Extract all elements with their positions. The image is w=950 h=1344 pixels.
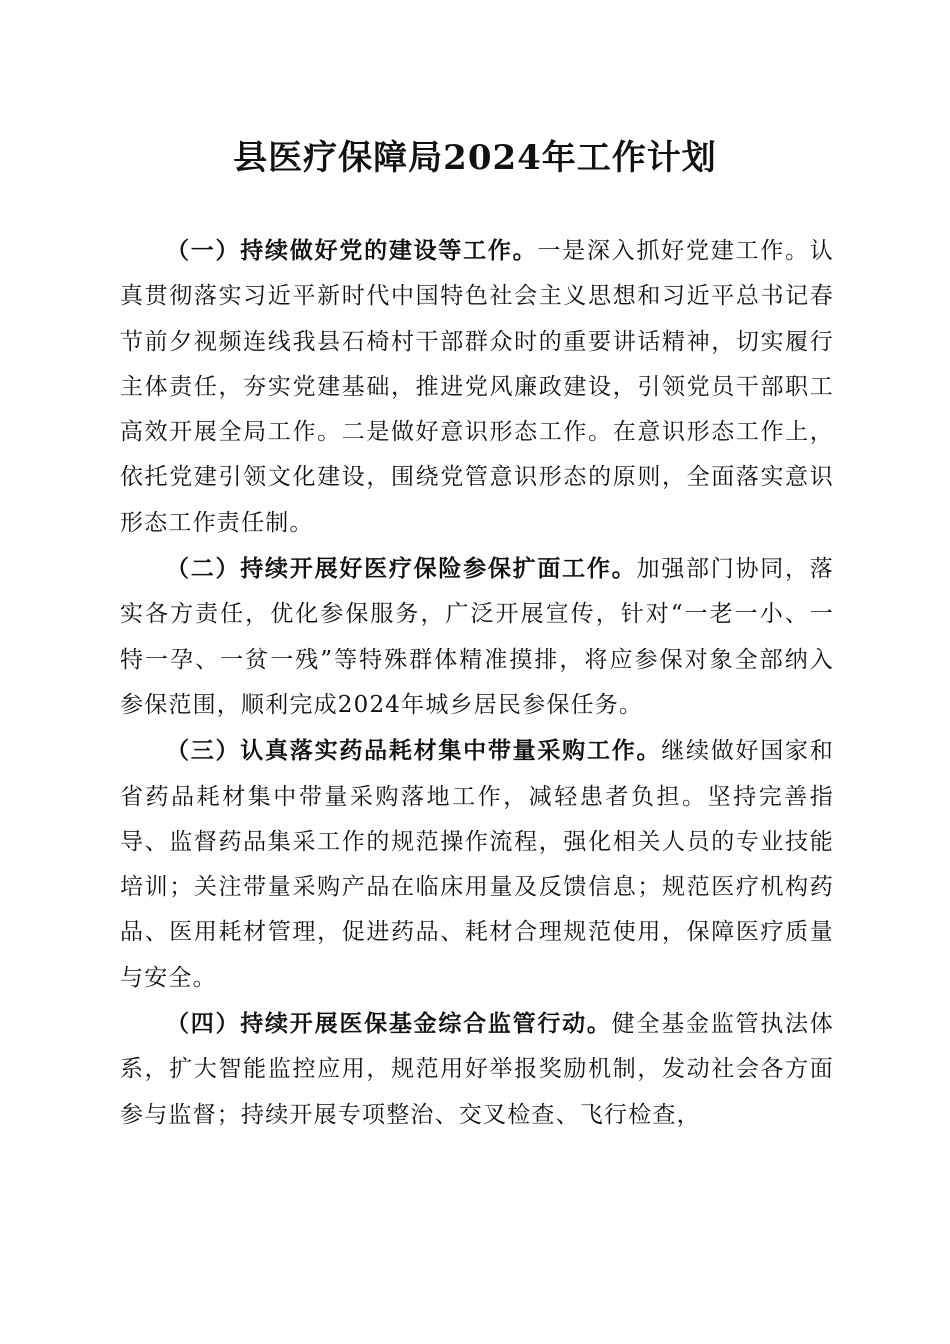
paragraph-3	[120, 728, 834, 1001]
paragraph-1-body: 一是深入抓好党建工作。认真贯彻落实习近平新时代中国特色社会主义思想和习近平总书记春节前夕视频连线我县石椅村干部群众时的重要讲话精神，切实履行主体责任，夯实党建基础，推进党风廉政建设，引领党员干部职工高效开展全局工作。二是做好意识形态工作。在意识形态工作上，依托党建引领文化建设，围绕党管意识形态的原则，全面落实意识形态工作责任制。	[120, 238, 834, 536]
paragraph-1-heading: （一）持续做好党的建设等工作。	[166, 237, 538, 264]
paragraph-3-body: 继续做好国家和省药品耗材集中带量采购落地工作，减轻患者负担。坚持完善指导、监督药品集采工作的规范操作流程，强化相关人员的专业技能培训；关注带量采购产品在临床用量及反馈信息；规范医疗机构药品、医用耗材管理，促进药品、耗材合理规范使用，保障医疗质量与安全。	[120, 738, 835, 991]
paragraph-4-body: 健全基金监管执法体系，扩大智能监控应用，规范用好举报奖励机制，发动社会各方面参与监督；持续开展专项整治、交叉检查、飞行检查，	[120, 1011, 834, 1128]
paragraph-2	[120, 546, 834, 728]
document-body	[120, 228, 834, 1138]
paragraph-4-heading: （四）持续开展医保基金综合监管行动。	[166, 1010, 612, 1038]
paragraph-2-heading: （二）持续开展好医疗保险参保扩面工作。	[166, 555, 637, 583]
paragraph-3-heading: （三）认真落实药品耗材集中带量采购工作。	[166, 737, 662, 765]
document-title: 县医疗保障局2024年工作计划	[233, 138, 717, 178]
paragraph-2-body: 加强部门协同，落实各方责任，优化参保服务，广泛开展宣传，针对“一老一小、一特一孕、一贫一残”等特殊群体精准摸排，将应参保对象全部纳入参保范围，顺利完成2024年城乡居民参保任务。	[120, 556, 834, 718]
paragraph-4	[120, 1001, 834, 1138]
paragraph-1	[120, 228, 834, 546]
